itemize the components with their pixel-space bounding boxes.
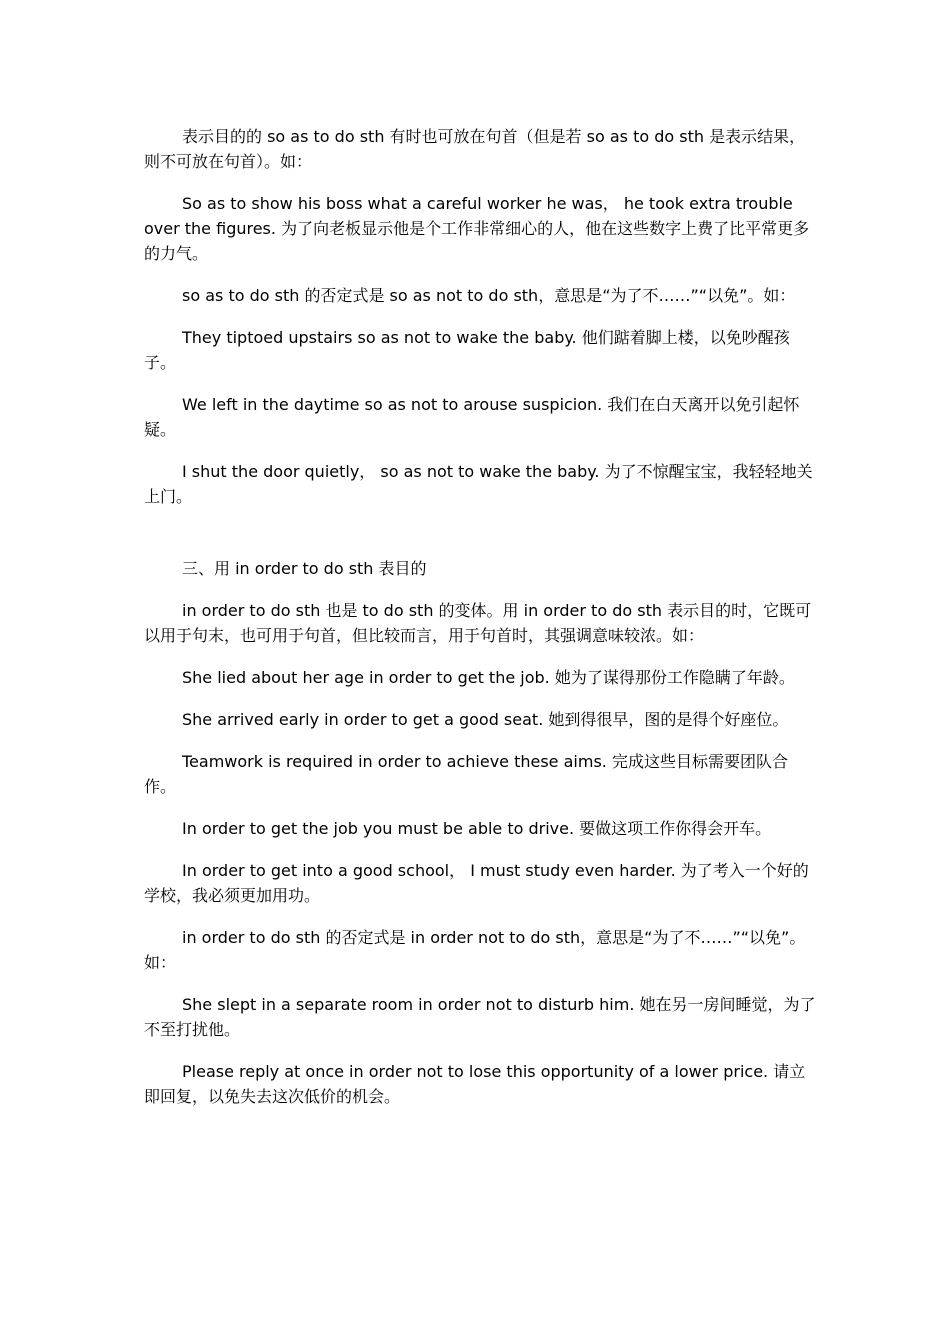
document-body xyxy=(144,124,816,1126)
example-paragraph: She arrived early in order to get a good seat. 她到得很早，图的是得个好座位。 xyxy=(182,710,789,729)
example-paragraph: Please reply at once in order not to lose this opportunity of a lower price. 请立即回复，以免失去这次低价的机会。 xyxy=(144,1062,806,1106)
paragraph-so-as-to-front-position: 表示目的的 so as to do sth 有时也可放在句首（但是若 so as to do sth 是表示结果，则不可放在句首）。如： xyxy=(144,127,806,171)
example-paragraph: In order to get into a good school， I must study even harder. 为了考入一个好的学校，我必须更加用功。 xyxy=(144,861,809,905)
example-paragraph: We left in the daytime so as not to arouse suspicion. 我们在白天离开以免引起怀疑。 xyxy=(144,395,800,439)
example-paragraph: In order to get the job you must be able to drive. 要做这项工作你得会开车。 xyxy=(182,819,772,838)
example-paragraph: Teamwork is required in order to achieve these aims. 完成这些目标需要团队合作。 xyxy=(144,752,788,796)
example-paragraph: They tiptoed upstairs so as not to wake the baby. 他们踮着脚上楼，以免吵醒孩子。 xyxy=(144,328,790,372)
paragraph-in-order-not-to: in order to do sth 的否定式是 in order not to do sth，意思是“为了不……”“以免”。如： xyxy=(144,928,806,972)
paragraph-so-as-not-to: so as to do sth 的否定式是 so as not to do sth，意思是“为了不……”“以免”。如： xyxy=(182,286,796,305)
example-paragraph: So as to show his boss what a careful worker he was， he took extra trouble over the figures. 为了向老板显示他是个工作非常细心的人，他在这些数字上费了比平常更多的力气。 xyxy=(144,194,810,263)
example-paragraph: She lied about her age in order to get the job. 她为了谋得那份工作隐瞒了年龄。 xyxy=(182,668,795,687)
paragraph-in-order-to-intro: in order to do sth 也是 to do sth 的变体。用 in order to do sth 表示目的时，它既可以用于句末，也可用于句首，但比较而言，用于句首时，其强调意味较浓。如： xyxy=(144,601,812,645)
section-heading-in-order-to: 三、用 in order to do sth 表目的 xyxy=(182,559,427,578)
example-paragraph: I shut the door quietly， so as not to wake the baby. 为了不惊醒宝宝，我轻轻地关上门。 xyxy=(144,462,813,506)
example-paragraph: She slept in a separate room in order not to disturb him. 她在另一房间睡觉，为了不至打扰他。 xyxy=(144,995,816,1039)
